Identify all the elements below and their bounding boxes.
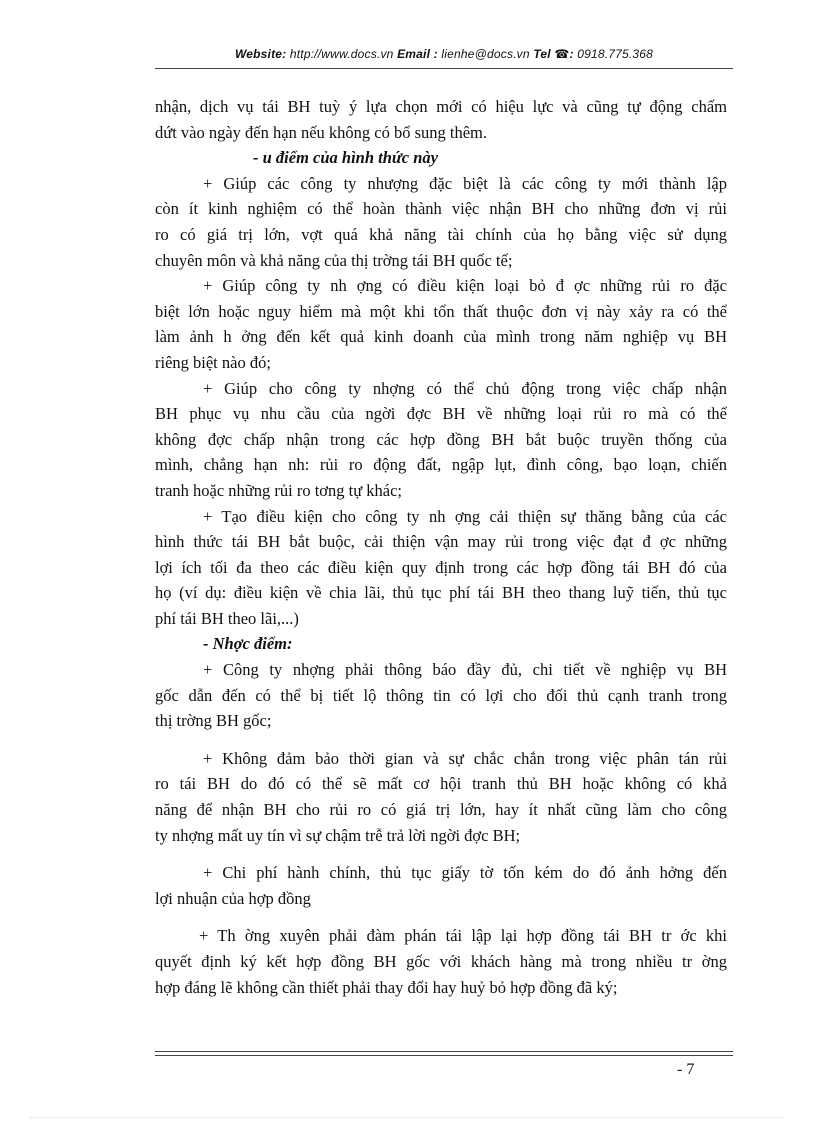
text-line: phí tái BH theo lãi,...) [155, 608, 299, 628]
header-rule [155, 68, 733, 69]
text-line: + Không đảm bảo thời gian và sự chắc chắn trong việc phân tán rủi [203, 748, 727, 768]
text-line: + Giúp công ty nh ợng có điều kiện loại bỏ đ ợc những rủi ro đặc [203, 276, 727, 296]
page-edge-dots [30, 1117, 786, 1118]
text-line: không đợc chấp nhận trong các hợp đồng BH bắt buộc truyền thống của [155, 429, 727, 449]
text-line: dứt vào ngày đến hạn nếu không có bổ sung thêm. [155, 122, 488, 142]
text-line: chuyên môn và khả năng của thị trờng tái BH quốc tế; [155, 250, 513, 270]
text-line: + Công ty nhợng phải thông báo đầy đủ, chi tiết về nghiệp vụ BH [203, 660, 727, 680]
text-line: + Chi phí hành chính, thủ tục giấy tờ tốn kém do đó ảnh hởng đến [203, 863, 727, 883]
page-header [155, 47, 733, 65]
text-line: + Tạo điều kiện cho công ty nh ợng cải thiện sự thăng bằng của các [203, 506, 727, 526]
text-line: làm ảnh h ởng đến kết quả kinh doanh của mình trong năm nghiệp vụ BH [155, 327, 727, 347]
text-line: + Giúp cho công ty nhợng có thể chủ động trong việc chấp nhận [203, 378, 727, 398]
text-line: nhận, dịch vụ tái BH tuỳ ý lựa chọn mới có hiệu lực và cũng tự động chấm [155, 97, 727, 116]
text-line: lợi ích tối đa theo các điều kiện quy định trong các hợp đồng tái BH đó của [155, 557, 727, 577]
document-body [155, 94, 727, 1000]
website-label: Website: [234, 47, 287, 61]
email-address: lienhe@docs.vn [441, 47, 530, 61]
text-line: gốc dẫn đến có thể bị tiết lộ thông tin có lợi cho đối thủ cạnh tranh trong [155, 685, 727, 705]
footer-rule-bottom [155, 1055, 733, 1056]
text-line: họ (ví dụ: điều kiện về chia lãi, thủ tục phí tái BH theo thang luỹ tiến, thủ tục [155, 583, 727, 603]
text-line: thị trờng BH gốc; [155, 711, 272, 731]
email-label: Email : [397, 47, 438, 61]
text-line: hình thức tái BH bắt buộc, cải thiện vận may rủi trong việc đạt đ ợc những [155, 532, 727, 552]
text-line: BH phục vụ nhu cầu của ngời đợc BH về những loại rủi ro mà có thể [155, 404, 727, 424]
text-line: năng để nhận BH cho rủi ro có giá trị lớn, hay ít nhất cũng làm cho công [155, 800, 727, 820]
page-number: - 7 [677, 1061, 695, 1078]
text-line: mình, chẳng hạn nh: rủi ro động đất, ngập lụt, đình công, bạo loạn, chiến [155, 455, 727, 475]
text-line: riêng biệt nào đó; [155, 352, 271, 372]
text-line: + Giúp các công ty nhượng đặc biệt là các công ty mới thành lập [203, 173, 727, 193]
website-url: http://www.docs.vn [289, 47, 394, 61]
section-heading-advantages: - u điểm của hình thức này [253, 148, 438, 168]
text-line: ty nhợng mất uy tín vì sự chậm trễ trả lời ngời đợc BH; [155, 825, 521, 845]
section-heading-disadvantages: - Nhợc điểm: [203, 634, 293, 654]
text-line: còn ít kinh nghiệm có thể hoàn thành việc nhận BH cho những đơn vị rủi [155, 199, 727, 219]
text-line: + Th ờng xuyên phải đàm phán tái lập lại hợp đồng tái BH tr ớc khi [199, 926, 727, 946]
text-line: tranh hoặc những rủi ro tơng tự khác; [155, 480, 403, 500]
footer-rule-top [155, 1051, 733, 1052]
text-line: ro có giá trị lớn, vợt quá khả năng tài chính của họ bằng việc sử dụng [155, 224, 727, 244]
text-line: lợi nhuận của hợp đồng [155, 888, 311, 908]
text-line: biệt lớn hoặc nguy hiểm mà một khi tổn thất thuộc đơn vị này xảy ra có thể [155, 301, 727, 321]
text-line: hợp đáng lẽ không cần thiết phải thay đổi hay huỷ bỏ hợp đồng đã ký; [155, 977, 618, 997]
text-line: ro tái BH do đó có thể sẽ mất cơ hội tranh thủ BH hoặc không có khả [155, 774, 727, 794]
text-line: quyết định ký kết hợp đồng BH gốc với khách hàng mà trong nhiều tr ờng [155, 952, 727, 971]
tel-number: 0918.775.368 [577, 47, 654, 61]
tel-label: Tel ☎: [533, 47, 574, 61]
